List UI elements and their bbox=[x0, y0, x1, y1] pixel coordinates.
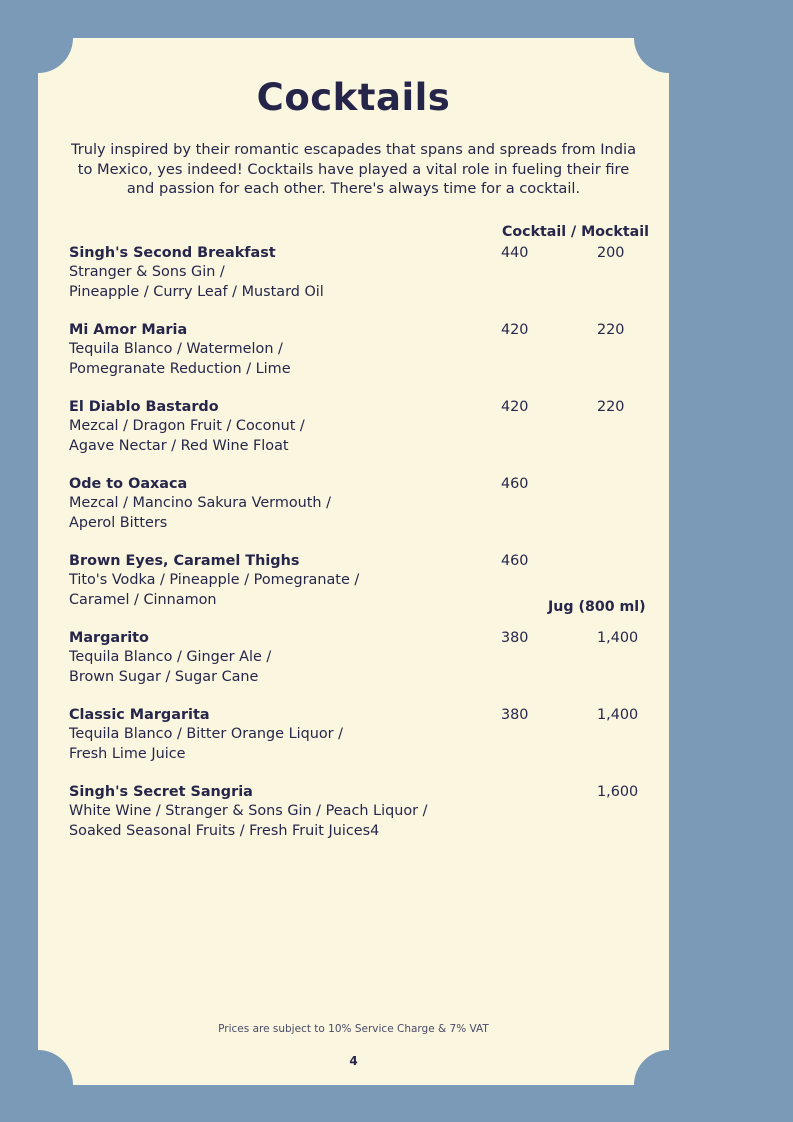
corner-notch bbox=[634, 38, 669, 73]
item-description: Caramel / Cinnamon bbox=[69, 591, 217, 608]
item-description: Fresh Lime Juice bbox=[69, 745, 186, 762]
item-description: Aperol Bitters bbox=[69, 514, 168, 531]
menu-item bbox=[69, 706, 639, 764]
menu-item bbox=[69, 783, 639, 841]
item-description: Tequila Blanco / Watermelon / bbox=[69, 341, 283, 358]
menu-item bbox=[69, 398, 629, 456]
cocktail-price: 380 bbox=[501, 630, 529, 646]
jug-price: 1,400 bbox=[597, 707, 639, 723]
item-name: Margarito bbox=[69, 630, 149, 646]
item-description: Tequila Blanco / Bitter Orange Liquor / bbox=[69, 726, 344, 743]
item-description: White Wine / Stranger & Sons Gin / Peach Liquor / bbox=[69, 803, 428, 820]
item-name: Singh's Second Breakfast bbox=[69, 245, 276, 261]
item-description: Agave Nectar / Red Wine Float bbox=[69, 437, 289, 454]
item-name: Ode to Oaxaca bbox=[69, 476, 188, 492]
menu-item bbox=[69, 629, 639, 687]
intro-text: Truly inspired by their romantic escapades that spans and spreads from India to Mexico, yes indeed! Cocktails have played a vital role in fueling their fire and passion for each other. There's always time for a cocktail. bbox=[70, 141, 637, 197]
mocktail-price: 220 bbox=[597, 322, 625, 338]
cocktail-price: 420 bbox=[501, 322, 529, 338]
cocktail-price: 420 bbox=[501, 399, 529, 415]
item-description: Soaked Seasonal Fruits / Fresh Fruit Juices4 bbox=[69, 822, 380, 839]
mocktail-price: 220 bbox=[597, 399, 625, 415]
menu-item bbox=[69, 475, 629, 533]
item-description: Pomegranate Reduction / Lime bbox=[69, 360, 291, 377]
item-name: El Diablo Bastardo bbox=[69, 399, 219, 415]
item-description: Mezcal / Mancino Sakura Vermouth / bbox=[69, 495, 331, 512]
item-name: Classic Margarita bbox=[69, 707, 210, 723]
item-description: Brown Sugar / Sugar Cane bbox=[69, 668, 259, 685]
page-title: Cocktails bbox=[256, 76, 451, 119]
cocktail-price: 380 bbox=[501, 707, 529, 723]
cocktail-price: 460 bbox=[501, 553, 529, 569]
item-description: Tito's Vodka / Pineapple / Pomegranate / bbox=[69, 572, 360, 589]
item-description: Pineapple / Curry Leaf / Mustard Oil bbox=[69, 283, 324, 300]
cocktail-price: 440 bbox=[501, 245, 529, 261]
jug-price: 1,600 bbox=[597, 784, 639, 800]
menu-page bbox=[38, 38, 669, 1085]
corner-notch bbox=[38, 38, 73, 73]
item-description: Tequila Blanco / Ginger Ale / bbox=[69, 649, 272, 666]
mocktail-price: 200 bbox=[597, 245, 625, 261]
menu-item bbox=[69, 244, 629, 302]
item-description: Mezcal / Dragon Fruit / Coconut / bbox=[69, 418, 305, 435]
item-description: Stranger & Sons Gin / bbox=[69, 264, 225, 281]
menu-item bbox=[69, 321, 629, 379]
cocktail-price: 460 bbox=[501, 476, 529, 492]
page-number: 4 bbox=[349, 1054, 358, 1068]
menu-item bbox=[69, 552, 629, 610]
price-column-header: Cocktail / Mocktail bbox=[502, 224, 649, 240]
item-name: Brown Eyes, Caramel Thighs bbox=[69, 553, 300, 569]
jug-column-header: Jug (800 ml) bbox=[548, 599, 646, 615]
item-name: Singh's Secret Sangria bbox=[69, 784, 253, 800]
service-charge-note: Prices are subject to 10% Service Charge & 7% VAT bbox=[218, 1023, 489, 1035]
jug-price: 1,400 bbox=[597, 630, 639, 646]
item-name: Mi Amor Maria bbox=[69, 322, 188, 338]
